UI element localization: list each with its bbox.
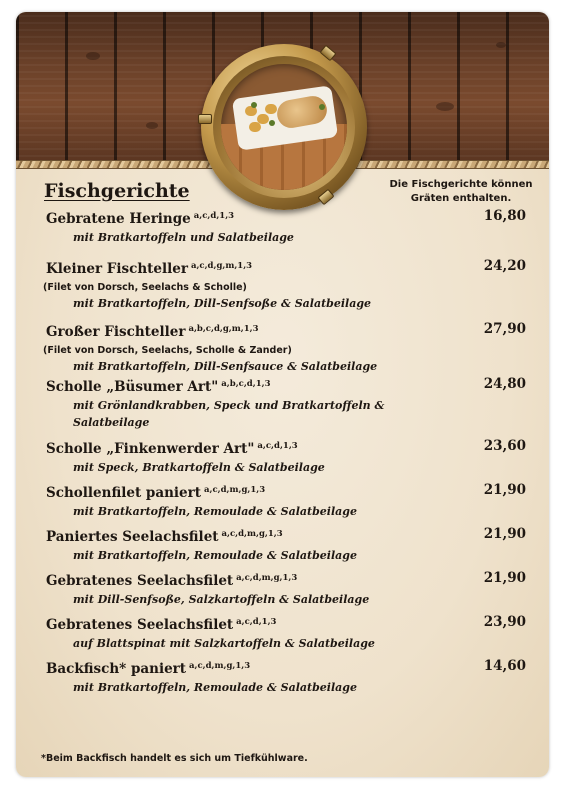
porthole-food-image [201,44,367,210]
item-subtitle: (Filet von Dorsch, Seelachs, Scholle & Zander) [43,345,292,356]
allergen-codes: a,c,d,1,3 [193,211,235,221]
menu-item [43,256,526,319]
item-description: mit Bratkartoffeln, Dill-Senfsoße & Salatbeilage [73,297,372,310]
menu-card [16,12,549,777]
menu-item [46,524,526,568]
frozen-fish-footnote: *Beim Backfisch handelt es sich um Tiefkühlware. [41,753,308,764]
allergen-codes: a,c,d,g,m,1,3 [190,261,253,271]
item-description: mit Dill-Senfsoße, Salzkartoffeln & Salatbeilage [73,593,370,606]
item-price: 16,80 [483,208,526,224]
item-name: Kleiner Fischteller [46,261,188,277]
allergen-codes: a,b,c,d,g,m,1,3 [188,324,259,334]
bones-notice: Die Fischgerichte können Gräten enthalten. [389,179,533,204]
item-price: 23,90 [483,614,526,630]
item-description: mit Bratkartoffeln, Dill-Senfsauce & Salatbeilage [73,360,378,373]
item-description: mit Bratkartoffeln, Remoulade & Salatbeilage [73,505,357,518]
menu-item-list [43,206,526,700]
item-description: auf Blattspinat mit Salzkartoffeln & Salatbeilage [73,637,375,650]
menu-item [46,436,526,480]
allergen-codes: a,c,d,m,g,1,3 [189,661,251,671]
item-name: Backfisch* paniert [46,661,187,677]
item-description: mit Speck, Bratkartoffeln & Salatbeilage [73,461,325,474]
allergen-codes: a,c,d,1,3 [257,441,298,451]
menu-item [46,612,526,656]
item-subtitle: (Filet von Dorsch, Seelachs & Scholle) [43,282,247,293]
item-price: 23,60 [483,438,526,454]
hinge-icon [198,114,212,124]
item-price: 21,90 [483,526,526,542]
latch-icon [317,189,334,206]
allergen-codes: a,c,d,m,g,1,3 [204,485,266,495]
item-price: 27,90 [483,321,526,337]
item-description: mit Bratkartoffeln, Remoulade & Salatbeilage [73,681,357,694]
menu-item [46,480,526,524]
menu-title: Fischgerichte [44,180,190,202]
item-name: Scholle „Finkenwerder Art" [46,441,255,457]
allergen-codes: a,c,d,m,g,1,3 [221,529,283,539]
item-name: Paniertes Seelachsfilet [46,529,219,545]
item-name: Scholle „Büsumer Art" [46,379,219,395]
menu-item [46,206,526,256]
item-name: Gebratenes Seelachsfilet [46,617,234,633]
item-description: mit Bratkartoffeln, Remoulade & Salatbeilage [73,549,357,562]
item-price: 21,90 [483,482,526,498]
item-name: Großer Fischteller [46,324,186,340]
menu-item [46,568,526,612]
menu-item [46,656,526,700]
allergen-codes: a,c,d,m,g,1,3 [236,573,298,583]
menu-item [46,374,526,436]
item-price: 24,80 [483,376,526,392]
allergen-codes: a,c,d,1,3 [236,617,277,627]
menu-item [43,319,526,374]
item-name: Schollenfilet paniert [46,485,201,501]
item-price: 21,90 [483,570,526,586]
item-name: Gebratenes Seelachsfilet [46,573,234,589]
item-name: Gebratene Heringe [46,211,191,227]
item-description: mit Bratkartoffeln und Salatbeilage [73,231,294,244]
allergen-codes: a,b,c,d,1,3 [221,379,271,389]
item-price: 14,60 [483,658,526,674]
item-price: 24,20 [483,258,526,274]
item-description: mit Grönlandkrabben, Speck und Bratkartoffeln & Salatbeilage [73,399,385,429]
